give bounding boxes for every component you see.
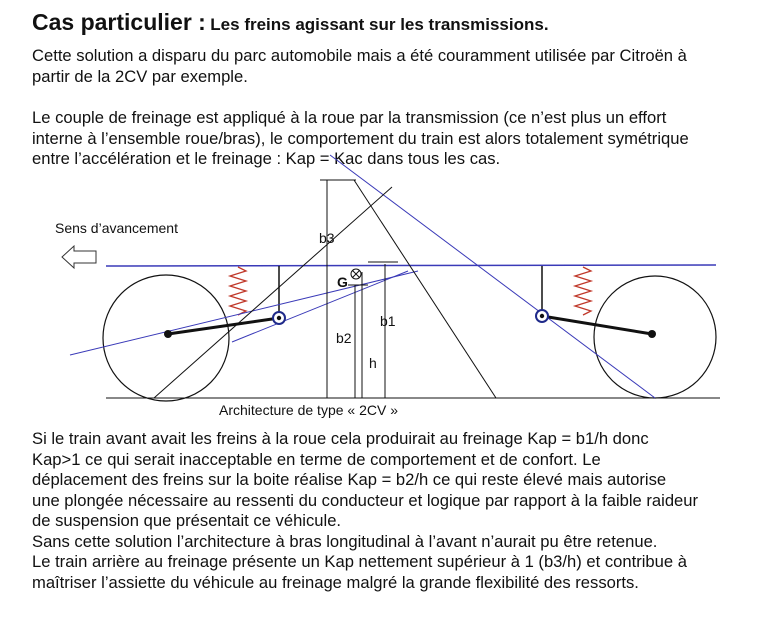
front-pivot-center: [277, 316, 281, 320]
front-arm: [168, 318, 279, 334]
rear-pivot-center: [540, 314, 544, 318]
text-line: de suspension que présentait ce véhicule.: [32, 511, 342, 530]
construction-line-front-transmission: [232, 271, 408, 342]
construction-line-front-diagonal: [154, 187, 392, 398]
text-line: Sans cette solution l’architecture à bras longitudinal à l’avant n’aurait pu être retenue.: [32, 531, 658, 551]
text-line: Si le train avant avait les freins à la roue cela produirait au freinage Kap = b1/h donc: [32, 429, 649, 448]
text-line: Le couple de freinage est appliqué à la roue par la transmission (ce n’est plus un effort: [32, 108, 667, 127]
text-line: une plongée nécessaire au ressenti du conducteur et logique par rapport à la faible raideur: [32, 490, 699, 510]
rear-spring: [575, 267, 591, 315]
rear-hub: [648, 330, 656, 338]
text-line: entre l’accélération et le freinage : Kap = Kac dans tous les cas.: [32, 149, 501, 168]
text-line: déplacement des freins sur la boite réalise Kap = b2/h ce qui reste élevé mais autorise: [32, 470, 667, 489]
h-label: h: [369, 355, 377, 371]
b3-label: b3: [319, 230, 335, 246]
text-line: interne à l’ensemble roue/bras), le comportement du train est alors totalement symétrique: [32, 128, 689, 148]
front-hub: [164, 330, 172, 338]
paragraph-analysis: [32, 429, 698, 593]
body-line: [106, 265, 716, 266]
rear-wheel: [594, 276, 716, 398]
construction-line-rear-diagonal: [330, 155, 655, 398]
text-line: Kap>1 ce qui serait inacceptable en terme de comportement et de confort. Le: [32, 449, 601, 469]
b2-label: b2: [336, 330, 352, 346]
g-label: G: [337, 274, 348, 290]
title-main: Cas particulier :: [32, 9, 206, 35]
text-line: Le train arrière au freinage présente un Kap nettement supérieur à 1 (b3/h) et contribue à: [32, 552, 687, 571]
direction-arrow-icon: [62, 246, 96, 268]
diagram-caption: Architecture de type « 2CV »: [219, 402, 398, 418]
text-line: maîtriser l’assiette du véhicule au freinage malgré la grande flexibilité des ressorts.: [32, 572, 639, 592]
direction-label: Sens d’avancement: [55, 220, 178, 236]
text-line: Cette solution a disparu du parc automobile mais a été couramment utilisée par Citroën à: [32, 46, 687, 65]
text-line: partir de la 2CV par exemple.: [32, 66, 248, 86]
front-spring: [230, 267, 246, 315]
title-sub: Les freins agissant sur les transmissions.: [210, 15, 549, 34]
construction-line-front-pivot: [70, 271, 418, 355]
front-wheel: [103, 275, 229, 401]
b1-label: b1: [380, 313, 396, 329]
